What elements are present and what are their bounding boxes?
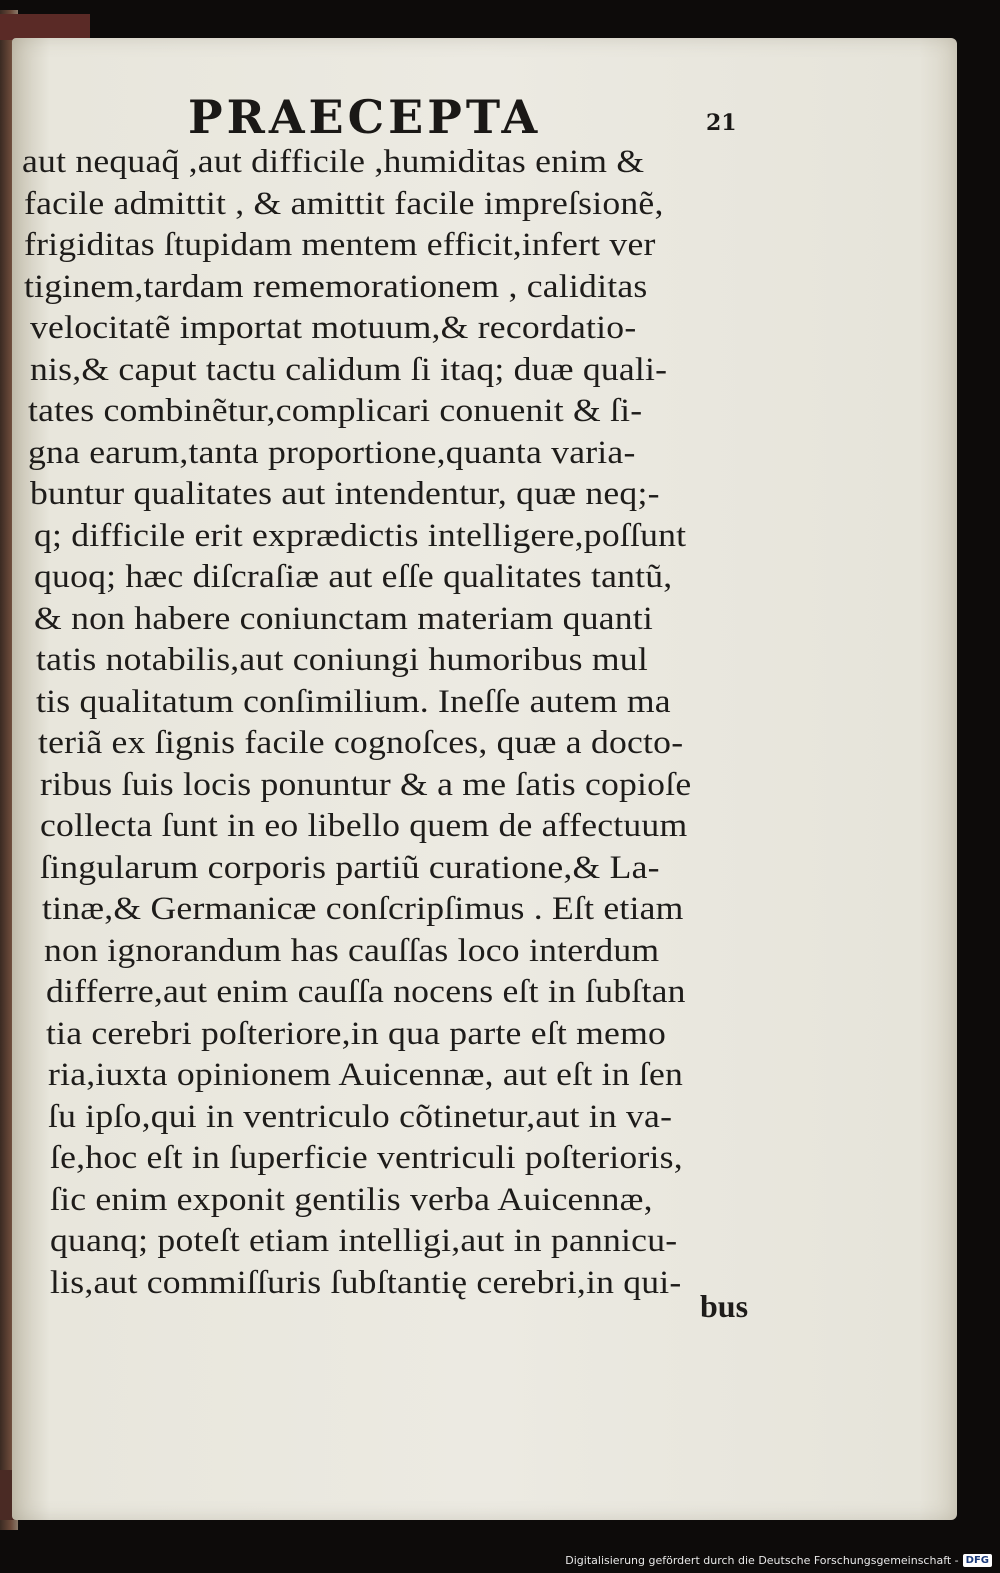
text-line: collecta ſunt in eo libello quem de affectuum xyxy=(40,808,688,844)
text-line: q; difficile erit exprædictis intelligere,poſſunt xyxy=(34,517,687,554)
text-line: facile admittit , & amittit facile impreſsionẽ, xyxy=(24,185,664,222)
text-line: quanq; poteſt etiam intelligi,aut in pannicu- xyxy=(50,1223,678,1259)
text-line: tiginem,tardam rememorationem , caliditas xyxy=(24,268,648,305)
text-line: gna earum,tanta proportione,quanta varia- xyxy=(28,434,636,471)
catchword: bus xyxy=(700,1288,749,1324)
text-line: ribus ſuis locis ponuntur & a me ſatis copioſe xyxy=(40,766,692,803)
text-line: buntur qualitates aut intendentur, quæ neq;- xyxy=(30,476,660,512)
text-line: & non habere coniunctam materiam quanti xyxy=(34,600,654,637)
text-line: tinæ,& Germanicæ conſcripſimus . Eſt etiam xyxy=(42,891,684,927)
text-line: non ignorandum has cauſſas loco interdum xyxy=(44,932,660,969)
text-line: differre,aut enim cauſſa nocens eſt in ſubſtan xyxy=(46,974,686,1010)
text-line: tis qualitatum conſimilium. Ineſſe autem ma xyxy=(36,683,671,720)
text-line: ria,iuxta opinionem Auicennæ, aut eſt in ſen xyxy=(48,1057,684,1093)
text-line: quoq; hæc diſcraſiæ aut eſſe qualitates tantũ, xyxy=(34,559,673,595)
text-line: lis,aut commiſſuris ſubſtantię cerebri,in qui- xyxy=(50,1264,682,1301)
running-head: PRAECEPTA xyxy=(188,90,542,144)
text-line: nis,& caput tactu calidum ſi itaq; duæ quali- xyxy=(30,351,668,388)
text-line: aut nequaq̃ ,aut difficile ,humiditas enim & xyxy=(22,144,645,180)
page-number: 21 xyxy=(706,110,737,136)
text-line: ſic enim exponit gentilis verba Auicennæ, xyxy=(50,1181,653,1218)
text-line: tatis notabilis,aut coniungi humoribus mul xyxy=(36,642,648,678)
text-line: frigiditas ſtupidam mentem efficit,infert ver xyxy=(24,227,656,263)
text-line: velocitatẽ importat motuum,& recordatio- xyxy=(30,310,637,346)
dfg-logo: DFG xyxy=(963,1554,992,1567)
binding-cloth-top xyxy=(0,14,90,40)
text-line: ſe,hoc eſt in ſuperficie ventriculi poſterioris, xyxy=(50,1140,683,1176)
digitization-credit xyxy=(565,1554,992,1567)
text-line: teriã ex ſignis facile cognoſces, quæ a docto- xyxy=(38,725,684,761)
text-line: ſu ipſo,qui in ventriculo cõtinetur,aut in va- xyxy=(48,1098,673,1135)
credit-text: Digitalisierung gefördert durch die Deutsche Forschungsgemeinschaft - xyxy=(565,1554,959,1567)
text-line: tia cerebri poſteriore,in qua parte eſt memo xyxy=(46,1015,667,1052)
text-line: ſingularum corporis partiũ curatione,& La- xyxy=(40,849,660,886)
text-line: tates combinẽtur,complicari conuenit & ſi- xyxy=(28,393,643,429)
